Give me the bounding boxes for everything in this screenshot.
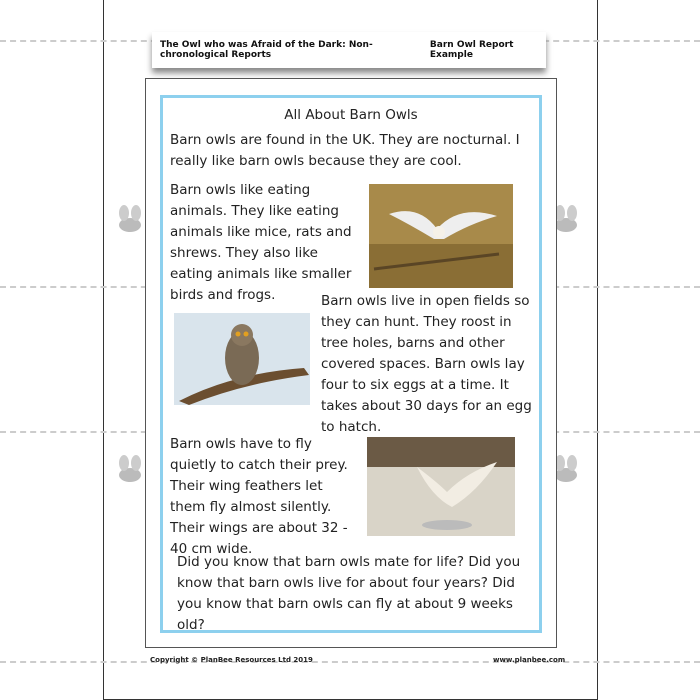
- divider: [0, 661, 700, 663]
- barn-owl-flying-photo: [369, 184, 513, 288]
- report-paragraph: Barn owls live in open fields so they can hunt. They roost in tree holes, barns and other covered spaces. Barn owls lay four to six eggs at a time. It takes about 30 days for an egg to hatch.: [321, 293, 532, 435]
- barn-owl-hunting-photo: [367, 437, 515, 536]
- worksheet-header: [152, 32, 546, 68]
- report-paragraph: Barn owls have to fly quietly to catch their prey. Their wing feathers let them fly almost silently. Their wings are about 32 - 40 cm wide.: [170, 436, 348, 557]
- report-intro: Barn owls are found in the UK. They are nocturnal. I really like barn owls because they are cool.: [170, 132, 520, 169]
- report-paragraph: Barn owls like eating animals. They like eating animals like mice, rats and shrews. They also like eating animals like smaller birds and frogs.: [170, 182, 352, 303]
- bee-icon: [112, 205, 146, 235]
- bee-icon: [112, 455, 146, 485]
- report-paragraph: Did you know that barn owls mate for life? Did you know that barn owls live for about four years? Did you know that barn owls can fly at about 9 weeks old?: [177, 554, 521, 633]
- header-subtitle: Barn Owl Report Example: [429, 40, 514, 60]
- copyright-text: Copyright © PlanBee Resources Ltd 2019: [150, 656, 313, 664]
- report-title: All About Barn Owls: [284, 107, 418, 123]
- header-title: The Owl who was Afraid of the Dark: Non-chronological Reports: [160, 40, 373, 60]
- owl-on-branch-photo: [174, 313, 310, 405]
- website-link[interactable]: www.planbee.com: [493, 656, 566, 664]
